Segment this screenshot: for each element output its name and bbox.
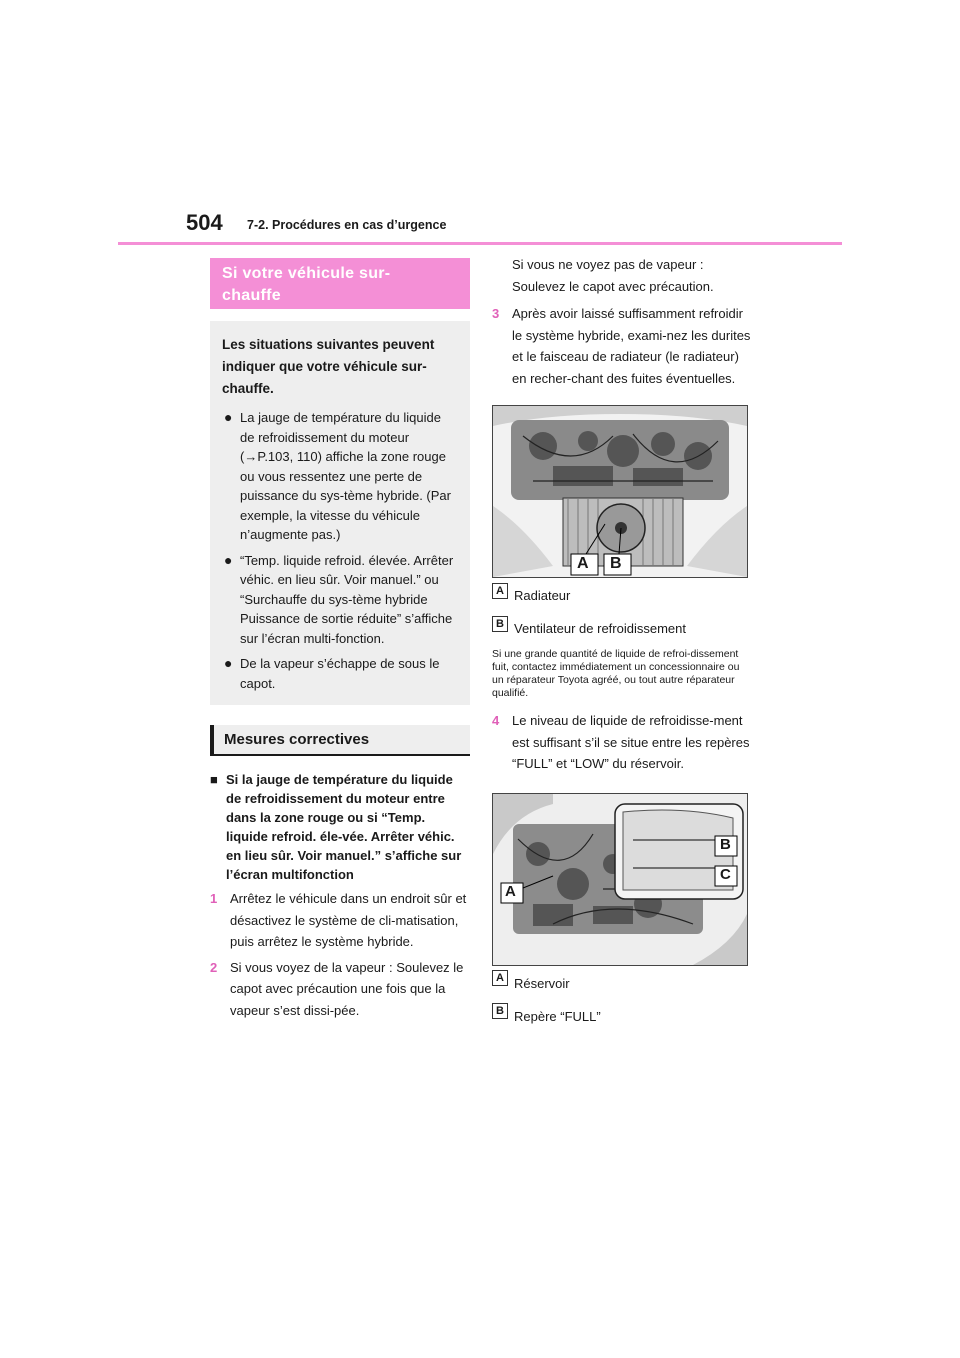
step-text: Après avoir laissé suffisamment refroidir le système hybride, exami-nez les durites et le faisceau de radiateur (le radiateur) en recher-chant des fuites éventuelles. [512,306,751,386]
step-item [492,303,754,389]
engine-bay-photo [492,405,748,578]
callout-badge: B [492,616,508,632]
section-title: 7-2. Procédures en cas d’urgence [247,218,447,232]
bullet-icon: ● [224,409,233,425]
step-number: 3 [492,306,500,321]
photo-label-c: C [720,865,731,883]
callout-badge: A [492,583,508,599]
step-number: 2 [210,959,218,975]
step-number: 1 [210,891,218,906]
step-text: Le niveau de liquide de refroidisse-ment est suffisant s’il se situe entre les repères “FULL” et “LOW” du réservoir. [512,713,750,771]
step-number: 4 [492,713,500,728]
step-item [210,888,470,953]
callout-badge: A [492,970,508,986]
page-number: 504 [186,210,223,235]
callout-item [492,584,754,603]
callout-text: Radiateur [514,588,571,603]
callout-text: Ventilateur de refroidissement [514,621,686,636]
photo-label-b: B [610,555,622,572]
reservoir-photo [492,793,748,966]
engine-bay-illustration [493,406,747,577]
sub-heading: Mesures correctives [210,725,470,756]
symptom-item: ● De la vapeur s’échappe de sous le capot. [222,654,458,693]
callout-text: Repère “FULL” [514,1008,601,1024]
bullet-icon: ● [224,551,233,568]
photo-label-a: A [505,882,516,900]
topic-title-box [210,258,470,309]
step-text: Arrêtez le véhicule dans un endroit sûr et désactivez le système de cli-matisation, puis arrêtez le système hybride. [230,891,467,949]
square-bullet-icon: ■ [210,772,218,787]
step-item [210,957,470,1022]
photo-label-b: B [720,835,731,853]
header-rule [118,242,842,245]
right-column [492,254,754,1024]
reservoir-illustration [493,794,747,965]
callout-badge: B [492,1003,508,1019]
photo-label-a: A [577,555,589,572]
condition-heading: ■ Si la jauge de température du liquide de refroidissement du moteur entre dans la zone rouge ou si “Temp. liquide refroid. éle-vée. Arrêter véhic. en lieu sûr. Voir manuel.” s’affiche sur l’écran multifonction [210,772,462,882]
warning-note: Si une grande quantité de liquide de refroi-dissement fuit, contactez immédiatement un concessionnaire ou un réparateur Toyota agréé, ou tout autre réparateur qualifié. [492,648,740,699]
callout-item [492,972,754,991]
callout-text: Réservoir [514,975,570,991]
step-text: Si vous voyez de la vapeur : Soulevez le capot avec précaution une fois que la vapeur s’est dissi-pée. [230,959,464,1018]
bullet-icon: ● [224,655,233,671]
symptoms-box [210,321,470,705]
symptom-item: ● “Temp. liquide refroid. élevée. Arrêter véhic. en lieu sûr. Voir manuel.” ou “Surchauffe du sys-tème hybride Puissance de sortie réduite” s’affiche sur l’écran multi-fonction. [222,551,458,649]
callout-item [492,617,754,636]
topic-title: Si votre véhicule sur- chauffe [222,265,391,304]
left-column [210,258,470,1021]
symptoms-lead: Les situations suivantes peuvent indiquer que votre véhicule sur-chauffe. [222,337,435,396]
symptom-item: ● La jauge de température du liquide de refroidissement du moteur (→P.103, 110) affiche la zone rouge ou vous ressentez une perte de puissance du sys-tème hybride. (Par exemple, la vitesse du véhicule n’augmente pas.) [222,408,458,545]
callout-item [492,1005,754,1024]
step-continuation: Si vous ne voyez pas de vapeur : Soulevez le capot avec précaution. [512,257,714,294]
step-item [492,710,754,775]
